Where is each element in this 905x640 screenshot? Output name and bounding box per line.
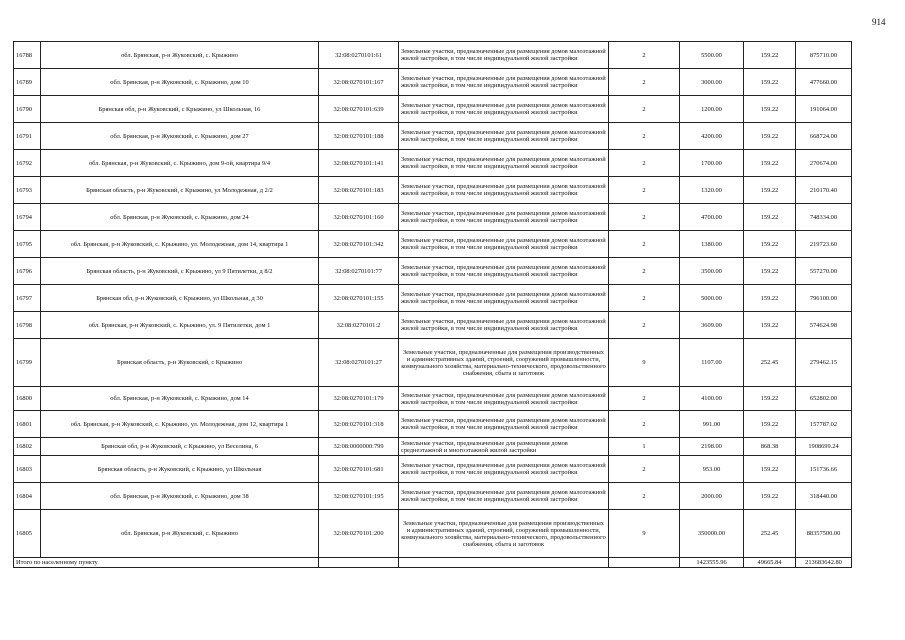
rate-cell: 159.22: [744, 312, 796, 339]
cadastral-number: 32:08:0270101:195: [319, 483, 399, 510]
address-cell: обл. Брянская, р-н Жуковский, с. Крыжино, дом 10: [41, 69, 319, 96]
address-cell: обл. Брянская, р-н Жуковский, с. Крыжино, ул. Молодежная, дом 14, квартира 1: [41, 231, 319, 258]
group-cell: 2: [609, 387, 680, 411]
value-cell: 574624.98: [796, 312, 852, 339]
table-row: [14, 339, 852, 387]
row-id: 16795: [14, 231, 41, 258]
table-row: [14, 204, 852, 231]
table-row: [14, 231, 852, 258]
cadastral-number: 32:08:0270101:188: [319, 123, 399, 150]
cadastral-number: 32:08:0270101:77: [319, 258, 399, 285]
table-row: [14, 483, 852, 510]
land-use-cell: Земельные участки, предназначенные для размещения домов малоэтажной жилой застройки, в том числе индивидуальной жилой застройки: [399, 42, 609, 69]
empty-cell: [399, 558, 609, 568]
value-cell: 151736.66: [796, 456, 852, 483]
row-id: 16789: [14, 69, 41, 96]
row-id: 16798: [14, 312, 41, 339]
area-cell: 991.00: [680, 411, 744, 438]
land-use-cell: Земельные участки, предназначенные для размещения домов малоэтажной жилой застройки, в том числе индивидуальной жилой застройки: [399, 456, 609, 483]
group-cell: 9: [609, 510, 680, 558]
value-cell: 875710.00: [796, 42, 852, 69]
cadastral-number: 32:08:0270101:179: [319, 387, 399, 411]
table-row: [14, 285, 852, 312]
address-cell: Брянская обл, р-н Жуковский, с Крыжино, ул Школьная, д 30: [41, 285, 319, 312]
cadastral-number: 32:08:0270101:61: [319, 42, 399, 69]
rate-cell: 159.22: [744, 123, 796, 150]
area-cell: 1700.00: [680, 150, 744, 177]
group-cell: 2: [609, 204, 680, 231]
address-cell: обл. Брянская, р-н Жуковский, с. Крыжино: [41, 42, 319, 69]
table-row: [14, 510, 852, 558]
rate-cell: 159.22: [744, 258, 796, 285]
area-cell: 1380.00: [680, 231, 744, 258]
total-label: Итого по населенному пункту: [14, 558, 319, 568]
row-id: 16791: [14, 123, 41, 150]
row-id: 16803: [14, 456, 41, 483]
address-cell: обл. Брянская, р-н Жуковский, с. Крыжино: [41, 510, 319, 558]
address-cell: обл. Брянская, р-н Жуковский, с. Крыжино, дом 14: [41, 387, 319, 411]
area-cell: 953.00: [680, 456, 744, 483]
land-use-cell: Земельные участки, предназначенные для размещения домов малоэтажной жилой застройки, в том числе индивидуальной жилой застройки: [399, 483, 609, 510]
area-cell: 4100.00: [680, 387, 744, 411]
group-cell: 2: [609, 456, 680, 483]
address-cell: Брянская область, р-н Жуковский, с Крыжино, ул 9 Пятилетки, д 8/2: [41, 258, 319, 285]
area-cell: 3500.00: [680, 258, 744, 285]
row-id: 16804: [14, 483, 41, 510]
table-row: [14, 150, 852, 177]
total-value: 213683642.80: [796, 558, 852, 568]
land-use-cell: Земельные участки, предназначенные для размещения домов малоэтажной жилой застройки, в том числе индивидуальной жилой застройки: [399, 258, 609, 285]
value-cell: 652802.00: [796, 387, 852, 411]
row-id: 16805: [14, 510, 41, 558]
cadastral-number: 32:08:0270101:183: [319, 177, 399, 204]
table-row: [14, 438, 852, 456]
address-cell: обл. Брянская, р-н Жуковский, с. Крыжино, ул. 9 Пятилетки, дом 1: [41, 312, 319, 339]
total-row: [14, 558, 852, 568]
group-cell: 2: [609, 177, 680, 204]
area-cell: 1107.00: [680, 339, 744, 387]
address-cell: Брянская обл, р-н Жуковский, с Крыжино, ул Веселина, 6: [41, 438, 319, 456]
land-use-cell: Земельные участки, предназначенные для размещения домов малоэтажной жилой застройки, в том числе индивидуальной жилой застройки: [399, 177, 609, 204]
land-use-cell: Земельные участки, предназначенные для размещения домов малоэтажной жилой застройки, в том числе индивидуальной жилой застройки: [399, 387, 609, 411]
rate-cell: 159.22: [744, 69, 796, 96]
address-cell: обл. Брянская, р-н Жуковский, с. Крыжино, ул. Молодежная, дом 12, квартира 1: [41, 411, 319, 438]
rate-cell: 159.22: [744, 150, 796, 177]
group-cell: 2: [609, 285, 680, 312]
value-cell: 668724.00: [796, 123, 852, 150]
table-row: [14, 387, 852, 411]
group-cell: 2: [609, 312, 680, 339]
value-cell: 279462.15: [796, 339, 852, 387]
table-row: [14, 177, 852, 204]
value-cell: 748334.00: [796, 204, 852, 231]
cadastral-number: 32:08:0270101:318: [319, 411, 399, 438]
row-id: 16788: [14, 42, 41, 69]
row-id: 16796: [14, 258, 41, 285]
rate-cell: 159.22: [744, 96, 796, 123]
cadastral-number: 32:08:0270101:155: [319, 285, 399, 312]
land-use-cell: Земельные участки, предназначенные для размещения домов малоэтажной жилой застройки, в том числе индивидуальной жилой застройки: [399, 231, 609, 258]
cadastral-number: 32:08:0270101:27: [319, 339, 399, 387]
group-cell: 2: [609, 150, 680, 177]
rate-cell: 159.22: [744, 42, 796, 69]
row-id: 16793: [14, 177, 41, 204]
rate-cell: 252.45: [744, 510, 796, 558]
area-cell: 350000.00: [680, 510, 744, 558]
table-row: [14, 96, 852, 123]
table-row: [14, 312, 852, 339]
value-cell: 477660.00: [796, 69, 852, 96]
rate-cell: 159.22: [744, 387, 796, 411]
total-area: 1423555.96: [680, 558, 744, 568]
area-cell: 2000.00: [680, 483, 744, 510]
empty-cell: [609, 558, 680, 568]
land-use-cell: Земельные участки, предназначенные для размещения домов малоэтажной жилой застройки, в том числе индивидуальной жилой застройки: [399, 204, 609, 231]
table-row: [14, 123, 852, 150]
area-cell: 1200.00: [680, 96, 744, 123]
cadastral-number: 32:08:0000000:799: [319, 438, 399, 456]
address-cell: Брянская обл, р-н Жуковский, с Крыжино, ул Школьная, 16: [41, 96, 319, 123]
row-id: 16792: [14, 150, 41, 177]
rate-cell: 159.22: [744, 483, 796, 510]
rate-cell: 159.22: [744, 411, 796, 438]
cadastral-number: 32:08:0270101:141: [319, 150, 399, 177]
area-cell: 5500.00: [680, 42, 744, 69]
value-cell: 88357500.00: [796, 510, 852, 558]
area-cell: 3000.00: [680, 69, 744, 96]
group-cell: 2: [609, 96, 680, 123]
area-cell: 5000.00: [680, 285, 744, 312]
cadastral-number: 32:08:0270101:160: [319, 204, 399, 231]
address-cell: Брянская область, р-н Жуковский, с Крыжино, ул Молодежная, д 2/2: [41, 177, 319, 204]
group-cell: 2: [609, 231, 680, 258]
cadastral-number: 32:08:0270101:200: [319, 510, 399, 558]
empty-cell: [319, 558, 399, 568]
rate-cell: 252.45: [744, 339, 796, 387]
rate-cell: 159.22: [744, 231, 796, 258]
area-cell: 2198.00: [680, 438, 744, 456]
row-id: 16790: [14, 96, 41, 123]
land-value-table: [13, 41, 852, 568]
page-number: 914: [872, 17, 886, 27]
land-use-cell: Земельные участки, предназначенные для размещения домов малоэтажной жилой застройки, в том числе индивидуальной жилой застройки: [399, 150, 609, 177]
value-cell: 157787.02: [796, 411, 852, 438]
land-use-cell: Земельные участки, предназначенные для размещения домов среднеэтажной и многоэтажной жилой застройки: [399, 438, 609, 456]
land-use-cell: Земельные участки, предназначенные для размещения домов малоэтажной жилой застройки, в том числе индивидуальной жилой застройки: [399, 411, 609, 438]
rate-cell: 159.22: [744, 456, 796, 483]
group-cell: 9: [609, 339, 680, 387]
row-id: 16801: [14, 411, 41, 438]
cadastral-number: 32:08:0270101:681: [319, 456, 399, 483]
value-cell: 1908699.24: [796, 438, 852, 456]
table-row: [14, 456, 852, 483]
table-row: [14, 42, 852, 69]
table-row: [14, 411, 852, 438]
address-cell: обл. Брянская, р-н Жуковский, с. Крыжино, дом 9-ой, квартира 9/4: [41, 150, 319, 177]
row-id: 16799: [14, 339, 41, 387]
group-cell: 2: [609, 42, 680, 69]
address-cell: обл. Брянская, р-н Жуковский, с. Крыжино, дом 27: [41, 123, 319, 150]
group-cell: 2: [609, 258, 680, 285]
land-use-cell: Земельные участки, предназначенные для размещения домов малоэтажной жилой застройки, в том числе индивидуальной жилой застройки: [399, 69, 609, 96]
table-row: [14, 69, 852, 96]
value-cell: 219723.60: [796, 231, 852, 258]
area-cell: 4700.00: [680, 204, 744, 231]
address-cell: Брянская область, р-н Жуковский, с Крыжино, ул Школьная: [41, 456, 319, 483]
value-cell: 210170.40: [796, 177, 852, 204]
land-use-cell: Земельные участки, предназначенные для размещения домов малоэтажной жилой застройки, в том числе индивидуальной жилой застройки: [399, 123, 609, 150]
address-cell: обл. Брянская, р-н Жуковский, с. Крыжино, дом 24: [41, 204, 319, 231]
area-cell: 4200.00: [680, 123, 744, 150]
cadastral-number: 32:08:0270101:167: [319, 69, 399, 96]
area-cell: 1320.00: [680, 177, 744, 204]
value-cell: 796100.00: [796, 285, 852, 312]
area-cell: 3609.00: [680, 312, 744, 339]
group-cell: 1: [609, 438, 680, 456]
row-id: 16797: [14, 285, 41, 312]
row-id: 16794: [14, 204, 41, 231]
rate-cell: 159.22: [744, 285, 796, 312]
rate-cell: 159.22: [744, 177, 796, 204]
address-cell: обл. Брянская, р-н Жуковский, с. Крыжино, дом 38: [41, 483, 319, 510]
row-id: 16800: [14, 387, 41, 411]
value-cell: 270674.00: [796, 150, 852, 177]
land-use-cell: Земельные участки, предназначенные для размещения производственных и административных зданий, строений, сооружений промышленности, коммунального хозяйства, материально-технического, продовольственного снабжения, сбыта и заготовок: [399, 510, 609, 558]
value-cell: 318440.00: [796, 483, 852, 510]
value-cell: 191064.00: [796, 96, 852, 123]
address-cell: Брянская область, р-н Жуковский, с Крыжино: [41, 339, 319, 387]
land-use-cell: Земельные участки, предназначенные для размещения производственных и административных зданий, строений, сооружений промышленности, коммунального хозяйства, материально-технического, продовольственного снабжения, сбыта и заготовок: [399, 339, 609, 387]
land-use-cell: Земельные участки, предназначенные для размещения домов малоэтажной жилой застройки, в том числе индивидуальной жилой застройки: [399, 312, 609, 339]
group-cell: 2: [609, 411, 680, 438]
land-use-cell: Земельные участки, предназначенные для размещения домов малоэтажной жилой застройки, в том числе индивидуальной жилой застройки: [399, 96, 609, 123]
total-rate: 49665.84: [744, 558, 796, 568]
value-cell: 557270.00: [796, 258, 852, 285]
cadastral-number: 32:08:0270101:2: [319, 312, 399, 339]
rate-cell: 868.38: [744, 438, 796, 456]
group-cell: 2: [609, 123, 680, 150]
cadastral-number: 32:08:0270101:342: [319, 231, 399, 258]
group-cell: 2: [609, 483, 680, 510]
rate-cell: 159.22: [744, 204, 796, 231]
table-row: [14, 258, 852, 285]
land-use-cell: Земельные участки, предназначенные для размещения домов малоэтажной жилой застройки, в том числе индивидуальной жилой застройки: [399, 285, 609, 312]
cadastral-number: 32:08:0270101:639: [319, 96, 399, 123]
row-id: 16802: [14, 438, 41, 456]
group-cell: 2: [609, 69, 680, 96]
